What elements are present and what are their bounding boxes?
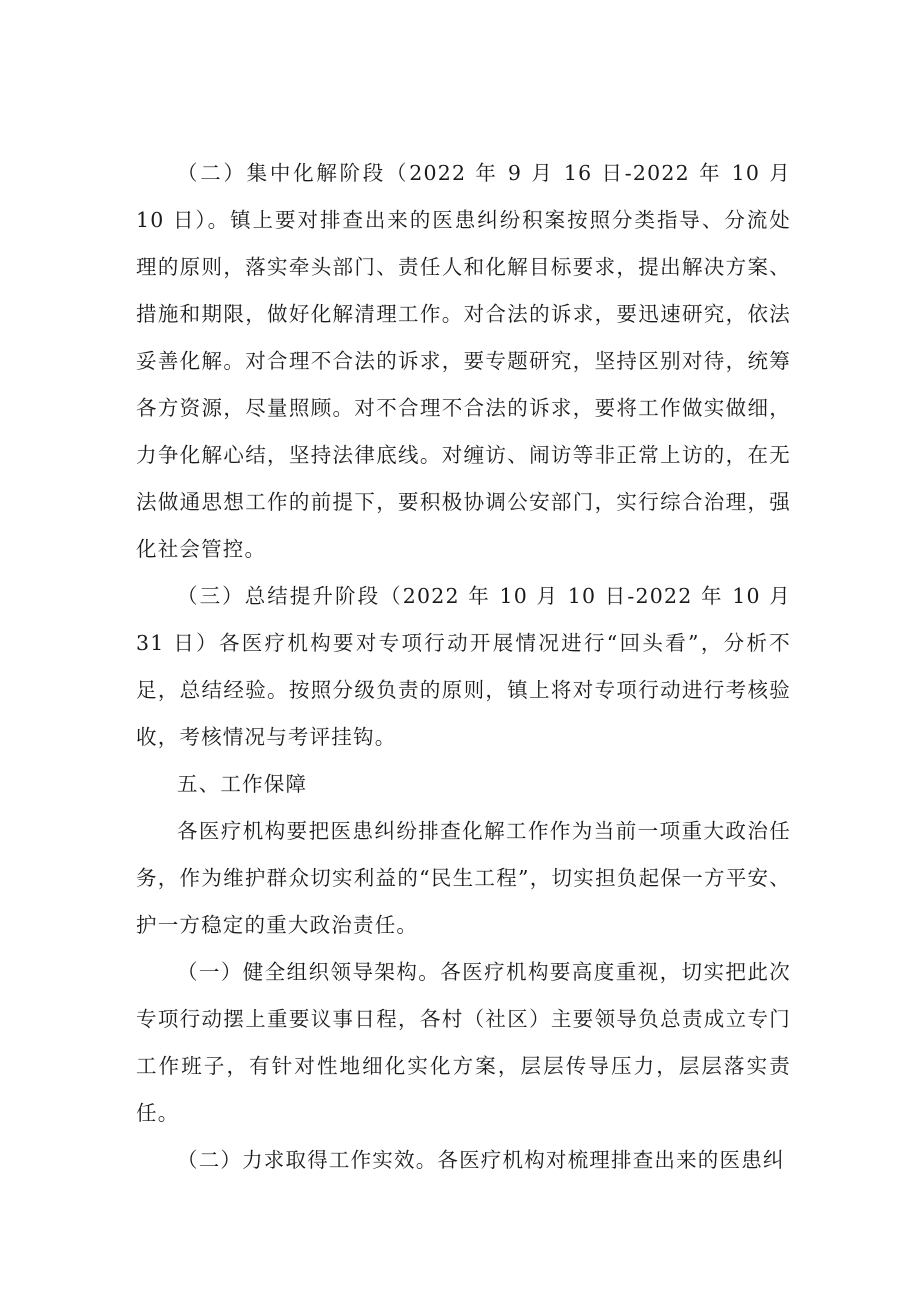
paragraph-stage-three: （三）总结提升阶段（2022 年 10 月 10 日-2022 年 10 月 31 日）各医疗机构要对专项行动开展情况进行“回头看”，分析不足，总结经验。按照分级负责的原则，镇上将对专项行动进行考核验收，考核情况与考评挂钩。 (136, 584, 791, 749)
section-heading-work-guarantee: 五、工作保障 (177, 772, 308, 796)
document-body (136, 150, 791, 1184)
paragraph-guarantee-intro: 各医疗机构要把医患纠纷排查化解工作作为当前一项重大政治任务，作为维护群众切实利益的“民生工程”，切实担负起保一方平安、护一方稳定的重大政治责任。 (136, 819, 791, 937)
paragraph-effectiveness: （二）力求取得工作实效。各医疗机构对梳理排查出来的医患纠 (177, 1148, 785, 1172)
paragraph-stage-two: （二）集中化解阶段（2022 年 9 月 16 日-2022 年 10 月 10 日）。镇上要对排查出来的医患纠纷积案按照分类指导、分流处理的原则，落实牵头部门、责任人和化解目标要求，提出解决方案、措施和期限，做好化解清理工作。对合法的诉求，要迅速研究，依法妥善化解。对合理不合法的诉求，要专题研究，坚持区别对待，统筹各方资源，尽量照顾。对不合理不合法的诉求，要将工作做实做细，力争化解心结，坚持法律底线。对缠访、闹访等非正常上访的，在无法做通思想工作的前提下，要积极协调公安部门，实行综合治理，强化社会管控。 (136, 161, 791, 561)
paragraph-organization: （一）健全组织领导架构。各医疗机构要高度重视，切实把此次专项行动摆上重要议事日程，各村（社区）主要领导负总责成立专门工作班子，有针对性地细化实化方案，层层传导压力，层层落实责任。 (136, 960, 791, 1125)
